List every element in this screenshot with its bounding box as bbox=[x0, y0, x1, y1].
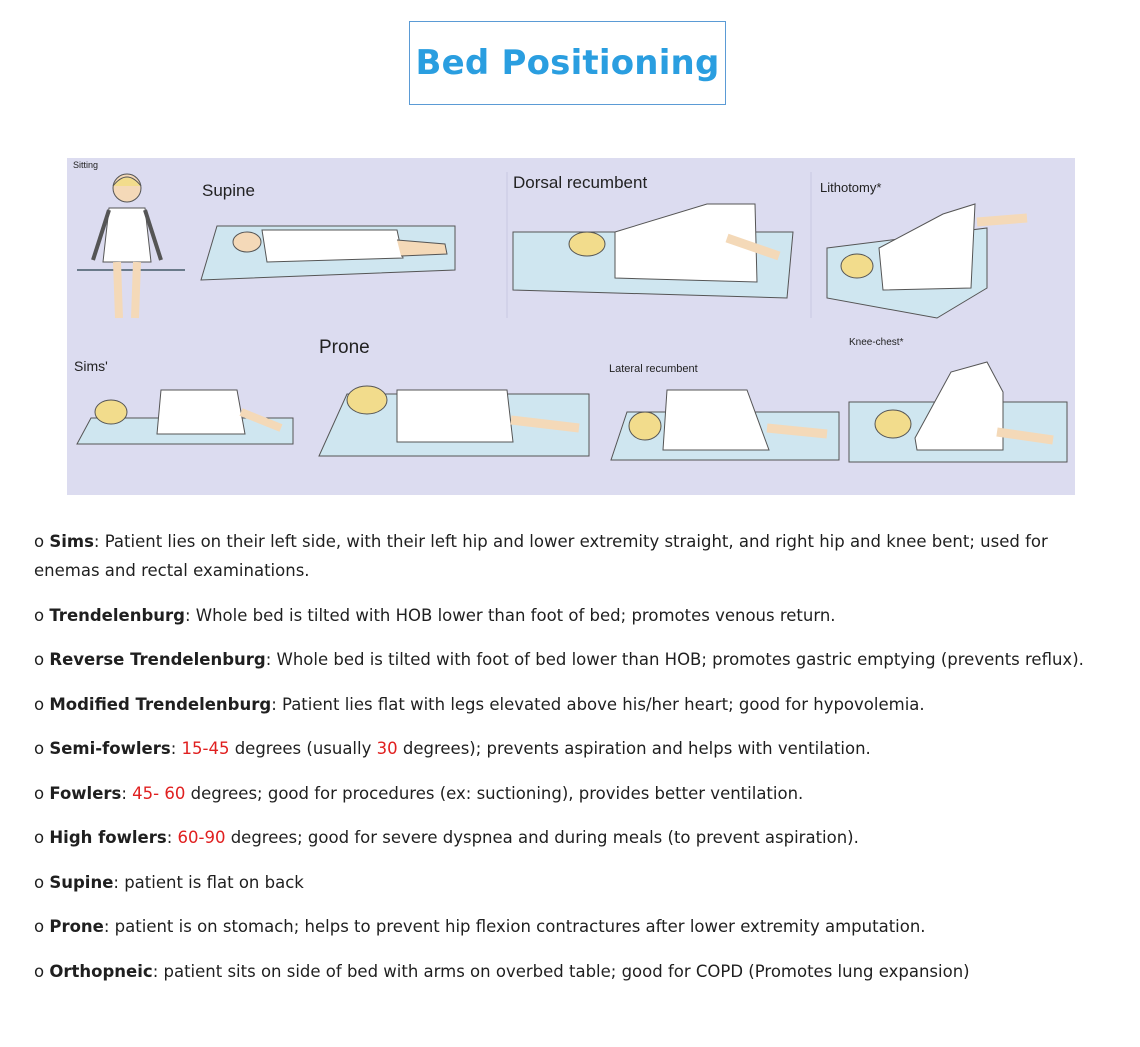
label-sitting: Sitting bbox=[73, 160, 99, 170]
label-dorsal: Dorsal recumbent bbox=[513, 173, 648, 192]
description: : Patient lies on their left side, with their left hip and lower extremity straight, and right hip and knee bent; used for enemas and rectal examinations. bbox=[34, 532, 1048, 580]
list-item-supine bbox=[34, 868, 1114, 897]
degree-range: 15-45 bbox=[181, 739, 230, 758]
title-box bbox=[409, 21, 726, 105]
description: : Patient lies flat with legs elevated above his/her heart; good for hypovolemia. bbox=[271, 694, 925, 714]
label-prone: Prone bbox=[319, 337, 370, 358]
term: Semi-fowlers bbox=[49, 739, 171, 758]
list-item-high-fowlers bbox=[34, 823, 1114, 852]
lateral-recumbent-figure bbox=[611, 390, 839, 460]
description: : patient is flat on back bbox=[113, 872, 304, 892]
knee-chest-figure bbox=[849, 362, 1067, 462]
description-part: : bbox=[170, 739, 182, 758]
list-item-reverse-trendelenburg bbox=[34, 645, 1114, 674]
bullet: o bbox=[34, 739, 45, 758]
term: Supine bbox=[49, 872, 114, 892]
positions-illustration bbox=[67, 158, 1075, 495]
description-part: : bbox=[166, 828, 178, 847]
term: Sims bbox=[49, 532, 94, 551]
description: : Whole bed is tilted with HOB lower than foot of bed; promotes venous return. bbox=[184, 605, 836, 625]
degree-range: 60-90 bbox=[177, 828, 226, 847]
label-lithotomy: Lithotomy* bbox=[820, 180, 882, 195]
term: Modified Trendelenburg bbox=[49, 694, 272, 714]
list-item-modified-trendelenburg bbox=[34, 690, 1114, 719]
term: High fowlers bbox=[49, 828, 167, 847]
term: Orthopneic bbox=[49, 961, 153, 981]
bullet: o bbox=[34, 605, 45, 625]
page-title: Bed Positioning bbox=[415, 43, 720, 83]
prone-figure bbox=[319, 386, 589, 456]
dorsal-recumbent-figure bbox=[513, 204, 793, 298]
list-item-fowlers bbox=[34, 779, 1114, 808]
label-knee-chest: Knee-chest* bbox=[849, 337, 904, 348]
bullet: o bbox=[34, 828, 45, 847]
list-item-prone bbox=[34, 912, 1114, 941]
description-part: : bbox=[121, 783, 133, 803]
degree-range: 45- 60 bbox=[132, 783, 186, 803]
term: Fowlers bbox=[49, 783, 122, 803]
description-part: degrees; good for procedures (ex: suctioning), provides better ventilation. bbox=[185, 783, 804, 803]
term: Prone bbox=[49, 917, 104, 936]
description-part: degrees; good for severe dyspnea and during meals (to prevent aspiration). bbox=[225, 828, 859, 847]
list-item-semi-fowlers bbox=[34, 734, 1114, 763]
bullet: o bbox=[34, 532, 45, 551]
positions-list bbox=[34, 527, 1114, 1001]
lithotomy-figure bbox=[827, 204, 1027, 318]
list-item-trendelenburg bbox=[34, 601, 1114, 630]
bullet: o bbox=[34, 917, 45, 936]
list-item-orthopneic bbox=[34, 957, 1114, 986]
label-lateral: Lateral recumbent bbox=[609, 363, 698, 375]
bullet: o bbox=[34, 650, 45, 669]
bullet: o bbox=[34, 961, 45, 981]
bullet: o bbox=[34, 694, 45, 714]
sitting-figure bbox=[77, 174, 185, 318]
description: : patient sits on side of bed with arms on overbed table; good for COPD (Promotes lung expansion) bbox=[152, 961, 970, 981]
term: Reverse Trendelenburg bbox=[49, 650, 266, 669]
supine-figure bbox=[201, 226, 455, 280]
positions-illustration-svg bbox=[67, 158, 1075, 495]
bullet: o bbox=[34, 783, 45, 803]
term: Trendelenburg bbox=[49, 605, 185, 625]
label-sims: Sims' bbox=[74, 358, 108, 374]
description-part: degrees (usually bbox=[229, 739, 377, 758]
sims-figure bbox=[77, 390, 293, 444]
bullet: o bbox=[34, 872, 45, 892]
description: : Whole bed is tilted with foot of bed lower than HOB; promotes gastric emptying (prevents reflux). bbox=[265, 650, 1084, 669]
label-supine: Supine bbox=[202, 181, 255, 200]
degree-value: 30 bbox=[376, 739, 398, 758]
list-item-sims bbox=[34, 527, 1114, 585]
description-part: degrees); prevents aspiration and helps with ventilation. bbox=[397, 739, 871, 758]
description: : patient is on stomach; helps to prevent hip flexion contractures after lower extremity amputation. bbox=[103, 917, 926, 936]
